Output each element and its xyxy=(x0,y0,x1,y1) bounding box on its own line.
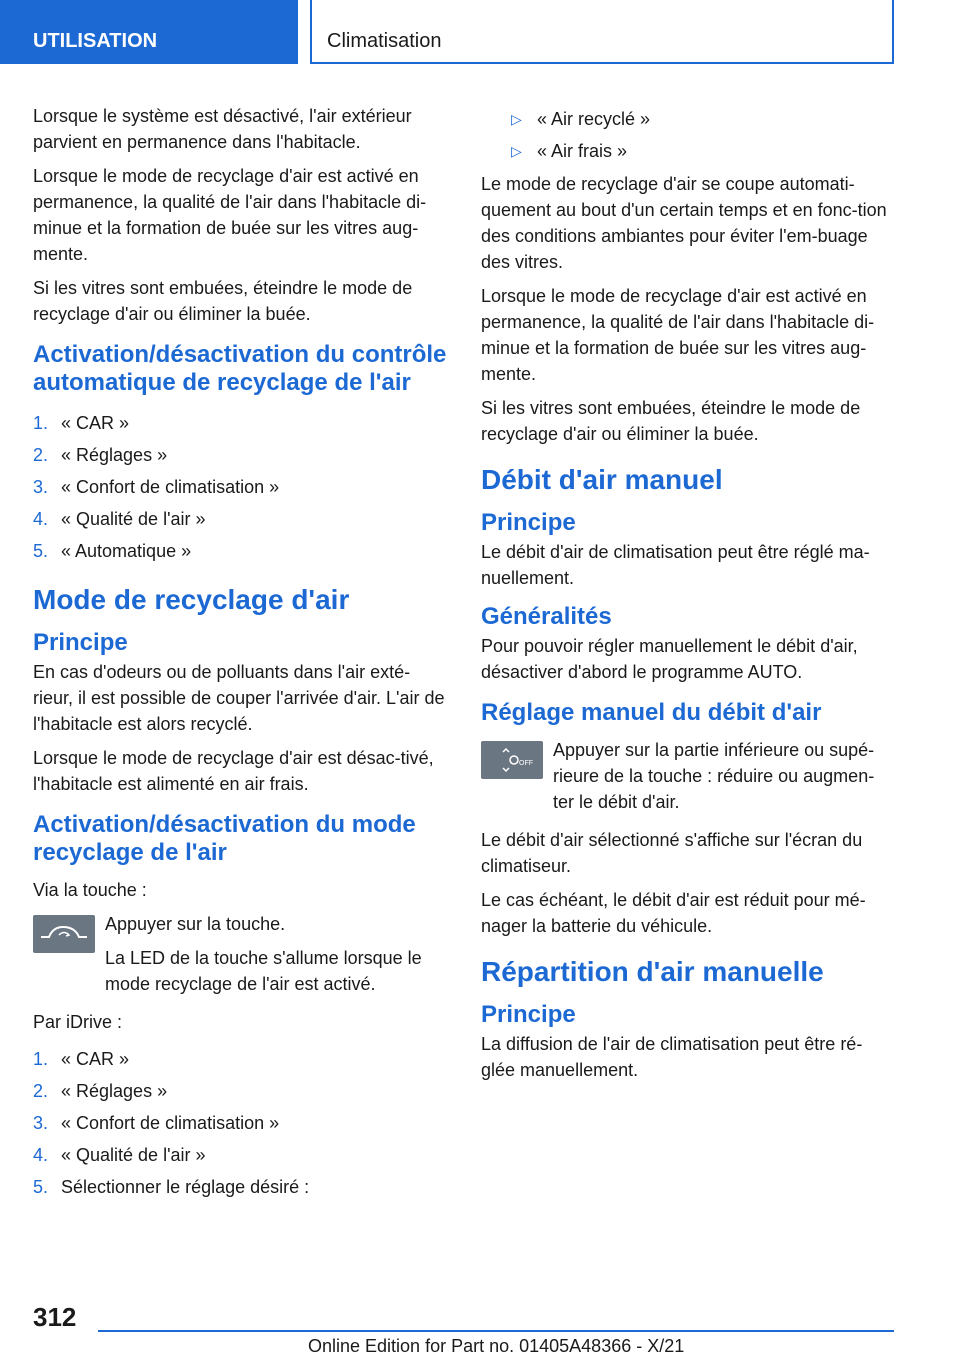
step-item xyxy=(33,1107,447,1139)
paragraph: Appuyer sur la partie inférieure ou supé-rieure de la touche : réduire ou augmen-ter le débit d'air. xyxy=(553,740,875,812)
paragraph: Le débit d'air de climatisation peut être réglé ma-nuellement. xyxy=(481,542,870,588)
step-text: « Réglages » xyxy=(61,1081,168,1101)
button-instruction xyxy=(33,911,447,997)
paragraph: Lorsque le mode de recyclage d'air est activé en permanence, la qualité de l'air dans l'habitacle di-minue et la formation de buée sur les vitres aug-mente. xyxy=(481,286,875,384)
page-header xyxy=(0,0,960,66)
step-text: « Confort de climatisation » xyxy=(61,477,280,497)
step-text: Sélectionner le réglage désiré : xyxy=(61,1177,310,1197)
recirculation-button-icon xyxy=(33,915,95,953)
heading-manual-airflow: Débit d'air manuel xyxy=(481,464,723,495)
paragraph: Appuyer sur la touche. xyxy=(105,914,286,934)
paragraph: Lorsque le mode de recyclage d'air est activé en permanence, la qualité de l'air dans l'habitacle di-minue et la formation de buée sur les vitres aug-mente. xyxy=(33,166,427,264)
step-number: 5. xyxy=(33,1177,49,1197)
step-text: « Confort de climatisation » xyxy=(61,1113,280,1133)
left-column xyxy=(33,103,447,1211)
button-instruction xyxy=(481,737,895,815)
step-number: 5. xyxy=(33,541,49,561)
option-item xyxy=(481,103,895,135)
heading-general: Généralités xyxy=(481,603,612,630)
paragraph: La diffusion de l'air de climatisation peut être ré-glée manuellement. xyxy=(481,1034,863,1080)
step-text: « Qualité de l'air » xyxy=(61,509,206,529)
heading-principle: Principe xyxy=(481,509,576,536)
svg-text:OFF: OFF xyxy=(519,760,533,767)
step-number: 3. xyxy=(33,1113,49,1133)
paragraph: Lorsque le système est désactivé, l'air extérieur parvient en permanence dans l'habitacle. xyxy=(33,106,412,152)
step-number: 1. xyxy=(33,1049,49,1069)
step-number: 4. xyxy=(33,509,49,529)
paragraph: Le débit d'air sélectionné s'affiche sur l'écran du climatiseur. xyxy=(481,830,863,876)
paragraph: En cas d'odeurs ou de polluants dans l'air exté-rieur, il est possible de couper l'arrivée d'air. L'air de l'habitacle est alors recyclé. xyxy=(33,662,445,734)
edition-text: Online Edition for Part no. 01405A48366 - X/21 xyxy=(308,1336,685,1356)
paragraph: Par iDrive : xyxy=(33,1012,123,1032)
fan-off-button-icon xyxy=(481,741,543,779)
paragraph: Lorsque le mode de recyclage d'air est désac-tivé, l'habitacle est alimenté en air frais. xyxy=(33,748,434,794)
step-item xyxy=(33,503,447,535)
step-item xyxy=(33,471,447,503)
triangle-bullet-icon: ▷ xyxy=(511,111,522,127)
step-number: 4. xyxy=(33,1145,49,1165)
step-text: « CAR » xyxy=(61,413,130,433)
step-item xyxy=(33,1043,447,1075)
chapter-label: Climatisation xyxy=(327,30,442,52)
paragraph: La LED de la touche s'allume lorsque le mode recyclage de l'air est activé. xyxy=(105,948,422,994)
step-item xyxy=(33,439,447,471)
footer-rule xyxy=(98,1330,894,1332)
step-number: 3. xyxy=(33,477,49,497)
chapter-tab xyxy=(310,0,894,64)
paragraph: Le cas échéant, le débit d'air est réduit pour mé-nager la batterie du véhicule. xyxy=(481,890,866,936)
step-number: 2. xyxy=(33,445,49,465)
heading-principle: Principe xyxy=(33,629,128,656)
step-item xyxy=(33,535,447,567)
paragraph: Si les vitres sont embuées, éteindre le mode de recyclage d'air ou éliminer la buée. xyxy=(481,398,861,444)
step-item xyxy=(33,1171,447,1203)
paragraph: Pour pouvoir régler manuellement le débit d'air, désactiver d'abord le programme AUTO. xyxy=(481,636,858,682)
option-text: « Air frais » xyxy=(537,141,628,161)
heading-principle: Principe xyxy=(481,1001,576,1028)
heading-recirculation-mode: Mode de recyclage d'air xyxy=(33,584,350,615)
triangle-bullet-icon: ▷ xyxy=(511,143,522,159)
option-item xyxy=(481,135,895,167)
step-text: « CAR » xyxy=(61,1049,130,1069)
steps-list xyxy=(33,407,447,567)
step-number: 2. xyxy=(33,1081,49,1101)
section-tab xyxy=(0,0,298,64)
options-list xyxy=(481,103,895,167)
paragraph: Le mode de recyclage d'air se coupe automati-quement au bout d'un certain temps et en fonc-tion des conditions ambiantes pour éviter l'em-buage des vitres. xyxy=(481,174,887,272)
step-item xyxy=(33,1139,447,1171)
option-text: « Air recyclé » xyxy=(537,109,651,129)
right-column xyxy=(481,103,895,1091)
step-text: « Réglages » xyxy=(61,445,168,465)
step-number: 1. xyxy=(33,413,49,433)
heading-air-distribution: Répartition d'air manuelle xyxy=(481,956,824,987)
heading-auto-recirculation: Activation/désactivation du contrôle automatique de recyclage de l'air xyxy=(33,341,447,396)
heading-manual-adjust: Réglage manuel du débit d'air xyxy=(481,699,822,726)
heading-activation: Activation/désactivation du mode recyclage de l'air xyxy=(33,811,416,866)
steps-list xyxy=(33,1043,447,1203)
paragraph: Si les vitres sont embuées, éteindre le mode de recyclage d'air ou éliminer la buée. xyxy=(33,278,413,324)
step-item xyxy=(33,407,447,439)
step-item xyxy=(33,1075,447,1107)
section-label: UTILISATION xyxy=(33,30,158,52)
paragraph: Via la touche : xyxy=(33,880,147,900)
step-text: « Automatique » xyxy=(61,541,192,561)
step-text: « Qualité de l'air » xyxy=(61,1145,206,1165)
page-number: 312 xyxy=(33,1302,77,1332)
